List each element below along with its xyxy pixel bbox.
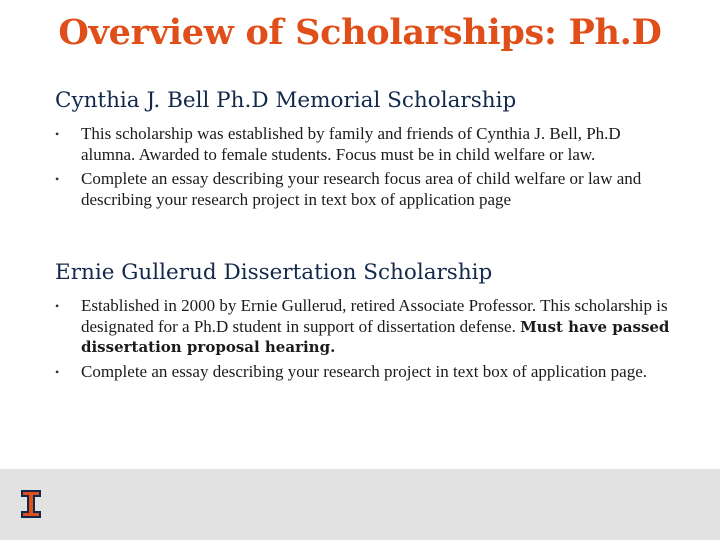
bullet-icon: •	[55, 364, 60, 379]
footer-band	[0, 469, 720, 540]
bullet-icon: •	[55, 299, 60, 313]
bullet-list	[55, 296, 675, 382]
bullet-item	[55, 124, 675, 165]
bullet-list	[55, 124, 675, 210]
bullet-text: Complete an essay describing your research focus area of child welfare or law and describing your research project in text box of application page	[81, 169, 642, 209]
section-heading: Ernie Gullerud Dissertation Scholarship	[55, 260, 493, 285]
section-bell-scholarship	[55, 88, 675, 214]
bullet-item	[55, 169, 675, 210]
bullet-item	[55, 296, 675, 358]
section-heading: Cynthia J. Bell Ph.D Memorial Scholarship	[55, 88, 517, 113]
bullet-item	[55, 362, 675, 383]
section-gullerud-scholarship	[55, 260, 675, 386]
block-i-logo-icon	[21, 490, 41, 518]
bullet-icon: •	[55, 172, 60, 187]
bullet-text: Established in 2000 by Ernie Gullerud, retired Associate Professor. This scholarship is designated for a Ph.D student in support of dissertation defense.	[81, 296, 668, 336]
bullet-text: This scholarship was established by family and friends of Cynthia J. Bell, Ph.D alumna. Awarded to female students. Focus must be in child welfare or law.	[81, 124, 621, 164]
bullet-icon: •	[55, 127, 60, 141]
bullet-text: Complete an essay describing your research project in text box of application page.	[81, 361, 648, 381]
slide-title: Overview of Scholarships: Ph.D	[58, 12, 662, 53]
bullet-bold-requirement: Must have passed dissertation proposal hearing.	[81, 317, 670, 357]
